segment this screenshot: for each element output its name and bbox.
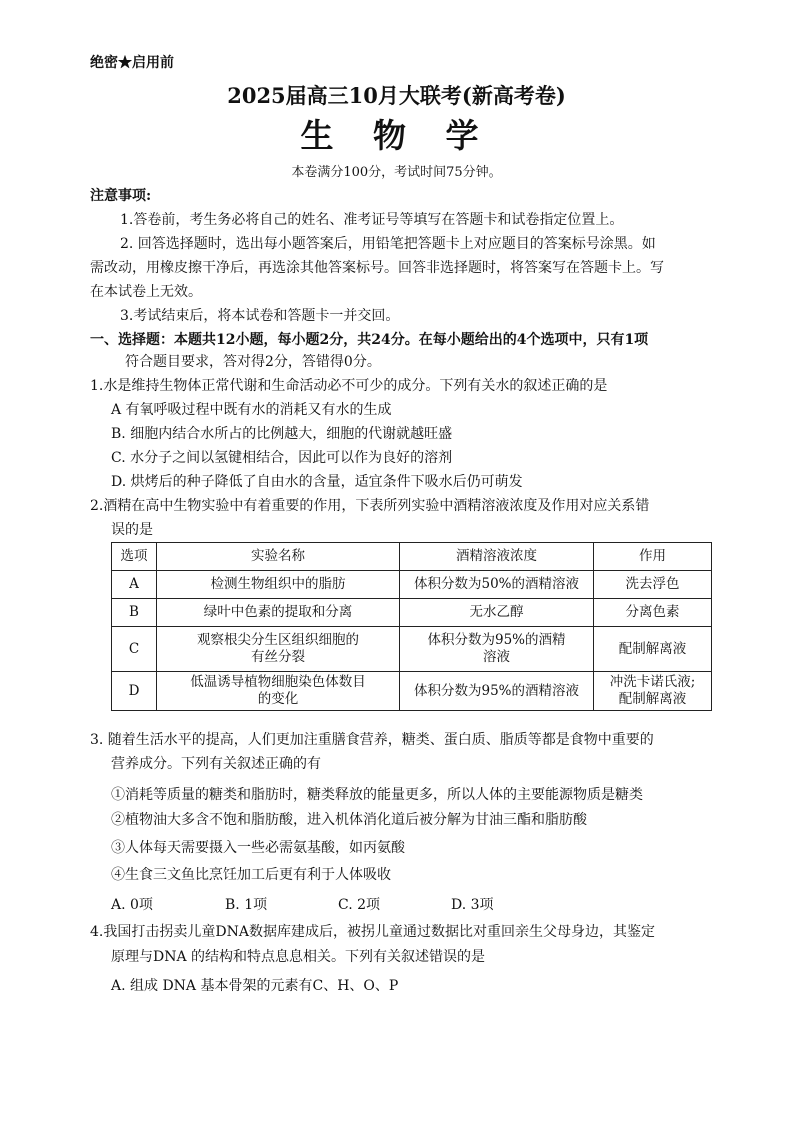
- question-3-item: ④生食三文鱼比烹饪加工后更有利于人体吸收: [111, 867, 391, 883]
- cell-line: 的变化: [257, 691, 299, 707]
- question-2-stem: 2.酒精在高中生物实验中有着重要的作用，下表所列实验中酒精溶液浓度及作用对应关系错: [90, 498, 650, 514]
- cell-option: A: [112, 571, 157, 599]
- cell-option: D: [112, 672, 157, 711]
- question-3-option-d: D. 3项: [451, 897, 494, 913]
- question-1-option-b: B. 细胞内结合水所占的比例越大，细胞的代谢就越旺盛: [111, 426, 453, 442]
- cell-function: 洗去浮色: [594, 571, 712, 599]
- cell-line: 冲洗卡诺氏液;: [609, 674, 696, 690]
- cell-line: 观察根尖分生区组织细胞的: [197, 632, 359, 648]
- cell-experiment-name: 绿叶中色素的提取和分离: [157, 599, 400, 627]
- note-item: 1.答卷前，考生务必将自己的姓名、准考证号等填写在答题卡和试卷指定位置上。: [120, 212, 624, 228]
- table-row: [112, 599, 712, 627]
- cell-experiment-name: [157, 627, 400, 672]
- question-3-option-c: C. 2项: [338, 897, 381, 913]
- question-1-stem: 1.水是维持生物体正常代谢和生命活动必不可少的成分。下列有关水的叙述正确的是: [90, 378, 608, 394]
- cell-line: 有丝分裂: [251, 649, 305, 665]
- table-row: [112, 627, 712, 672]
- subject-title: 生 物 学: [300, 116, 493, 155]
- cell-concentration: 无水乙醇: [400, 599, 594, 627]
- cell-line: 配制解离液: [618, 691, 687, 707]
- exam-info: 本卷满分100分，考试时间75分钟。: [291, 165, 502, 180]
- table-row: [112, 571, 712, 599]
- question-4-stem: 4.我国打击拐卖儿童DNA数据库建成后，被拐儿童通过数据比对重回亲生父母身边，其鉴定: [90, 924, 655, 940]
- cell-function: 配制解离液: [594, 627, 712, 672]
- question-3-item: ③人体每天需要摄入一些必需氨基酸，如丙氨酸: [111, 840, 405, 856]
- question-3-option-a: A. 0项: [111, 897, 153, 913]
- question-3-option-b: B. 1项: [225, 897, 268, 913]
- question-3-item: ①消耗等质量的糖类和脂肪时，糖类释放的能量更多，所以人体的主要能源物质是糖类: [111, 787, 643, 803]
- question-3-stem: 3. 随着生活水平的提高，人们更加注重膳食营养，糖类、蛋白质、脂质等都是食物中重要的: [90, 732, 654, 748]
- cell-line: 溶液: [483, 649, 510, 665]
- section-heading: 一、选择题：本题共12小题，每小题2分，共24分。在每小题给出的4个选项中，只有1项: [90, 332, 649, 348]
- note-item: 2. 回答选择题时，选出每小题答案后，用铅笔把答题卡上对应题目的答案标号涂黑。如: [120, 236, 656, 252]
- cell-concentration: 体积分数为95%的酒精溶液: [400, 672, 594, 711]
- exam-title: 2025届高三10月大联考(新高考卷): [227, 83, 566, 108]
- cell-function: 分离色素: [594, 599, 712, 627]
- question-4-stem-cont: 原理与DNA 的结构和特点息息相关。下列有关叙述错误的是: [111, 949, 486, 965]
- header-function: 作用: [594, 543, 712, 571]
- question-2-stem-cont: 误的是: [111, 522, 153, 538]
- question-1-option-d: D. 烘烤后的种子降低了自由水的含量，适宜条件下吸水后仍可萌发: [111, 474, 523, 490]
- cell-function: [594, 672, 712, 711]
- cell-option: C: [112, 627, 157, 672]
- confidential-label: 绝密★启用前: [90, 55, 174, 71]
- section-heading-cont: 符合题目要求，答对得2分，答错得0分。: [125, 354, 381, 370]
- note-item: 在本试卷上无效。: [90, 284, 202, 300]
- question-3-item: ②植物油大多含不饱和脂肪酸，进入机体消化道后被分解为甘油三酯和脂肪酸: [111, 812, 587, 828]
- question-3-stem-cont: 营养成分。下列有关叙述正确的有: [111, 756, 321, 772]
- notes-heading: 注意事项:: [90, 188, 152, 204]
- note-item: 需改动，用橡皮擦干净后，再选涂其他答案标号。回答非选择题时，将答案写在答题卡上。写: [90, 260, 664, 276]
- note-item: 3.考试结束后，将本试卷和答题卡一并交回。: [120, 308, 400, 324]
- header-concentration: 酒精溶液浓度: [400, 543, 594, 571]
- table-row: [112, 672, 712, 711]
- question-1-option-a: A 有氧呼吸过程中既有水的消耗又有水的生成: [111, 402, 392, 418]
- cell-experiment-name: 检测生物组织中的脂肪: [157, 571, 400, 599]
- cell-line: 体积分数为95%的酒精: [427, 632, 566, 648]
- cell-concentration: [400, 627, 594, 672]
- cell-concentration: 体积分数为50%的酒精溶液: [400, 571, 594, 599]
- cell-option: B: [112, 599, 157, 627]
- header-experiment-name: 实验名称: [157, 543, 400, 571]
- experiment-table: [111, 542, 712, 711]
- cell-experiment-name: [157, 672, 400, 711]
- table-header-row: [112, 543, 712, 571]
- cell-line: 低温诱导植物细胞染色体数目: [190, 674, 366, 690]
- question-4-option-a: A. 组成 DNA 基本骨架的元素有C、H、O、P: [111, 978, 399, 994]
- question-1-option-c: C. 水分子之间以氢键相结合，因此可以作为良好的溶剂: [111, 450, 453, 466]
- header-option: 选项: [112, 543, 157, 571]
